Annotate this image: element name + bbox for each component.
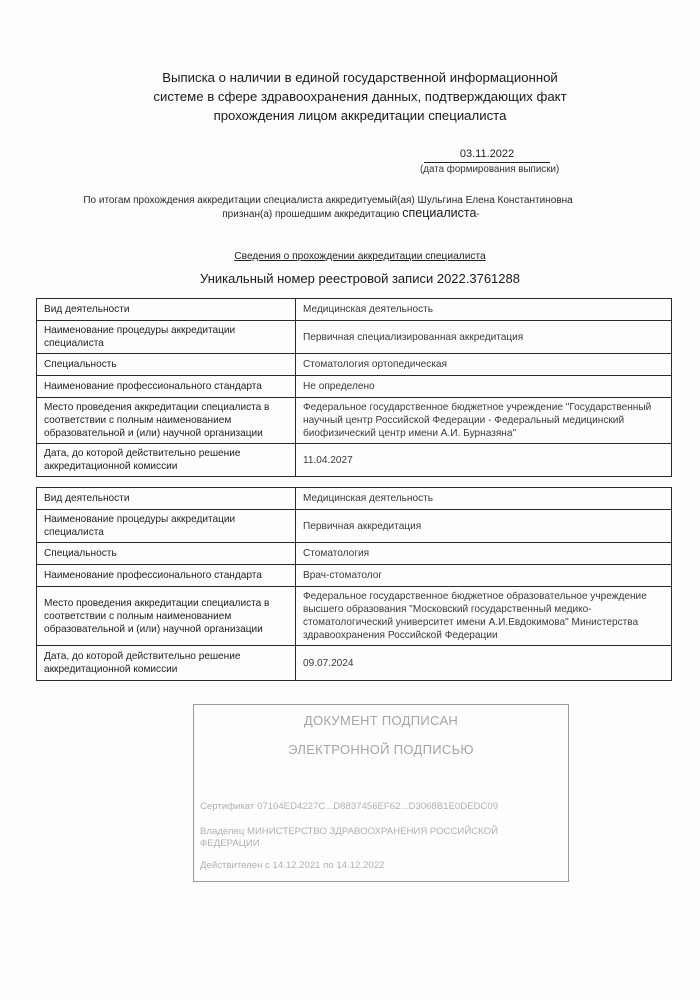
row-value: Не определено [296,376,672,398]
row-label: Наименование процедуры аккредитации специалиста [37,510,296,543]
table-row [37,376,672,398]
issue-date-caption: (дата формирования выписки) [420,164,560,175]
table-row [37,646,672,681]
section-title: Сведения о прохождении аккредитации специалиста [234,251,486,262]
accreditation-result [20,194,680,221]
row-label: Вид деятельности [37,488,296,510]
row-label: Наименование профессионального стандарта [37,565,296,587]
document-title [110,68,610,125]
table-row [37,510,672,543]
result-line-2 [22,207,680,221]
row-label: Специальность [37,543,296,565]
electronic-signature-stamp [193,704,569,882]
accreditation-table-1 [36,298,672,477]
stamp-certificate: Сертификат 07104ED4227C...D8837456EF62...D3068B1E0DEDC09 [200,801,499,812]
table-row [37,587,672,646]
result-line-1: По итогам прохождения аккредитации специалиста аккредитуемый(ая) Шульгина Елена Константиновна [83,195,573,206]
row-value: Стоматология ортопедическая [296,354,672,376]
row-label: Специальность [37,354,296,376]
row-value: Стоматология [296,543,672,565]
row-value: Федеральное государственное бюджетное учреждение "Государственный научный центр Российской Федерации - Федеральный медицинский биофизический центр имени А.И. Бурназяна" [296,398,672,444]
title-line-3: прохождения лицом аккредитации специалиста [213,108,507,123]
stamp-validity: Действителен с 14.12.2021 по 14.12.2022 [200,860,385,871]
title-line-1: Выписка о наличии в единой государственной информационной [162,70,558,85]
result-suffix: - [476,209,480,220]
table-row [37,354,672,376]
table-row [37,299,672,321]
row-label: Дата, до которой действительно решение аккредитационной комиссии [37,444,296,477]
result-prefix: признан(а) прошедшим аккредитацию [222,209,403,220]
issue-date-block [420,148,560,176]
table-row [37,488,672,510]
row-label: Вид деятельности [37,299,296,321]
row-value: Федеральное государственное бюджетное образовательное учреждение высшего образования "Московский государственный медико-стоматологический университет имени А.И.Евдокимова" Министерства здравоохранения Российской Федерации [296,587,672,646]
table-row [37,444,672,477]
row-label: Место проведения аккредитации специалиста в соответствии с полным наименованием образовательной и (или) научной организации [37,587,296,646]
registry-number: Уникальный номер реестровой записи 2022.3761288 [200,271,520,286]
stamp-owner: Владелец МИНИСТЕРСТВО ЗДРАВООХРАНЕНИЯ РОССИЙСКОЙ ФЕДЕРАЦИИ [200,826,498,849]
row-value: Медицинская деятельность [296,299,672,321]
table-row [37,543,672,565]
result-emphasis: специалиста [402,206,477,220]
accreditation-table-2 [36,487,672,681]
issue-date: 03.11.2022 [424,148,550,163]
row-label: Место проведения аккредитации специалиста в соответствии с полным наименованием образовательной и (или) научной организации [37,398,296,444]
row-value: Первичная специализированная аккредитация [296,321,672,354]
table-row [37,398,672,444]
title-line-2: системе в сфере здравоохранения данных, подтверждающих факт [153,89,567,104]
row-value: 09.07.2024 [296,646,672,681]
stamp-heading-1: ДОКУМЕНТ ПОДПИСАН [303,713,459,728]
row-label: Дата, до которой действительно решение аккредитационной комиссии [37,646,296,681]
row-value: 11.04.2027 [296,444,672,477]
row-value: Первичная аккредитация [296,510,672,543]
row-value: Медицинская деятельность [296,488,672,510]
row-label: Наименование процедуры аккредитации специалиста [37,321,296,354]
table-row [37,565,672,587]
row-value: Врач-стоматолог [296,565,672,587]
row-label: Наименование профессионального стандарта [37,376,296,398]
table-row [37,321,672,354]
stamp-heading-2: ЭЛЕКТРОННОЙ ПОДПИСЬЮ [288,742,474,757]
